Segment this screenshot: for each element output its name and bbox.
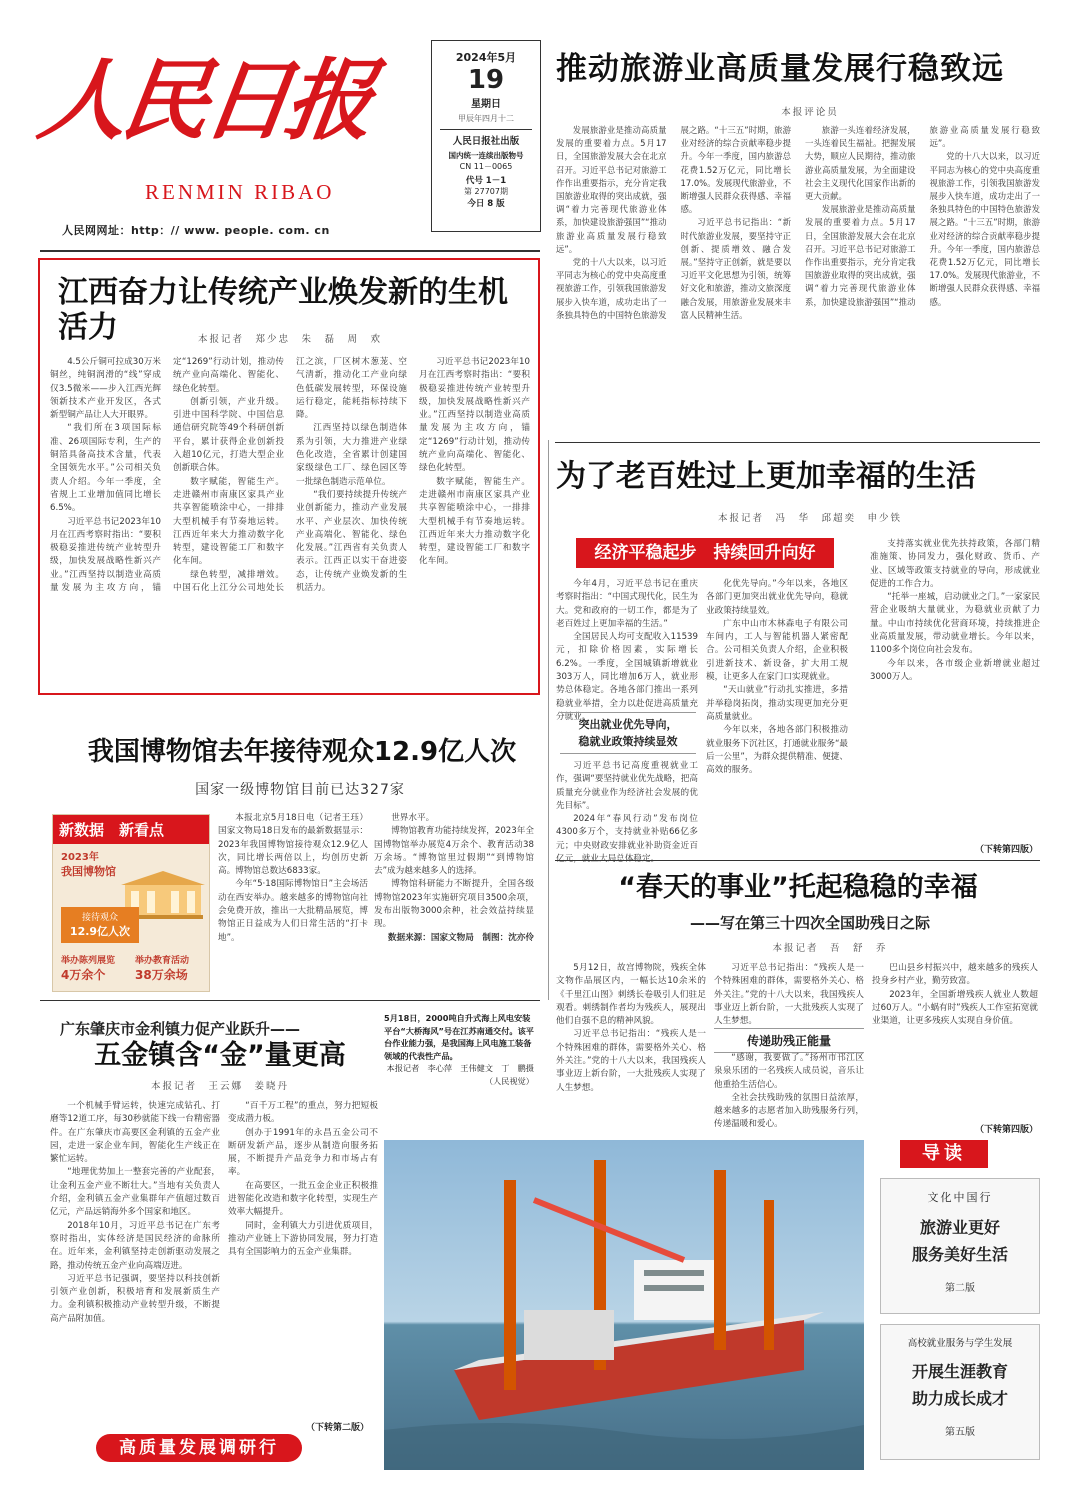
zhaoqing-para: 2018年10月，习近平总书记在广东考察时指出，实体经济是国民经济的命脉所在。近年来，金利镇坚持走创新驱动发展之路，推动传统五金产业向高端迈进。 bbox=[50, 1220, 220, 1271]
guide-section: 文化中国行 bbox=[927, 1191, 993, 1204]
baixing-banner bbox=[576, 538, 834, 568]
zhaoqing-kicker: 广东肇庆市金利镇力促产业跃升—— bbox=[60, 1020, 301, 1038]
baixing-para: 今年以来，各市级企业新增就业超过3000万人。 bbox=[870, 658, 1040, 682]
baixing-byline: 本报记者 冯 华 邱超奕 申少铁 bbox=[717, 513, 902, 524]
guide-item1-line1: 旅游业更好 bbox=[919, 1218, 1000, 1237]
subhead-line: 突出就业优先导向， bbox=[578, 718, 678, 731]
logo-pinyin: RENMIN RIBAO bbox=[145, 180, 335, 204]
guide-page1: 第二版 bbox=[945, 1283, 975, 1294]
guide-item-2[interactable] bbox=[880, 1324, 1040, 1460]
guide-title bbox=[900, 1140, 988, 1168]
visits-badge bbox=[61, 907, 139, 943]
zhaoqing-byline: 本报记者 王云娜 姜晓丹 bbox=[150, 1081, 289, 1092]
guide-item1b: 高校就业服务与学生发展 bbox=[907, 1338, 1013, 1349]
zhaoqing-para: “地理优势加上一整套完善的产业配套，让金利五金产业不断壮大。”当地有关负责人介绍，金利镇五金产业集群年产值超过数百亿元，产品远销海外多个国家和地区。 bbox=[50, 1167, 220, 1218]
tag-text: 高质量发展调研行 bbox=[119, 1438, 279, 1458]
logo-text: 人民日报 bbox=[32, 48, 376, 152]
stat2-value: 38万余场 bbox=[135, 968, 188, 982]
wind-platform-photo bbox=[384, 1140, 864, 1470]
lead-para: 党的十八大以来，以习近平同志为核心的党中央高度重视旅游工作，引领我国旅游发展步入快车道，成功走出了一条独具特色的中国特色旅游发展之路。“十三五”时期，旅游业对经济的综合贡献率稳步提升。今年一季度，国内旅游总花费1.52万亿元，同比增长17.0%。发展现代旅游业，不断增强人民群众获得感、幸福感。 bbox=[556, 125, 791, 320]
guide-item2-line1: 开展生涯教育 bbox=[911, 1362, 1008, 1381]
jiangxi-headline[interactable]: 江西奋力让传统产业焕发新的生机活力 bbox=[58, 275, 508, 345]
zhaoqing-col2 bbox=[228, 1100, 378, 1418]
date-year-month: 2024年5月 bbox=[455, 51, 517, 64]
publisher: 人民日报社出版 bbox=[452, 136, 520, 147]
spring-subhead2: 传递助残正能量 bbox=[714, 1028, 864, 1053]
stat2 bbox=[135, 953, 207, 983]
baixing-col2 bbox=[706, 578, 848, 854]
guide-item1-line2: 服务美好生活 bbox=[911, 1245, 1008, 1264]
jiangxi-para: 江西坚持以绿色制造体系为引领，大力推进产业绿色化改造，全省累计创建国家级绿色工厂、绿色园区等一批绿色制造示范单位。 bbox=[296, 423, 407, 487]
museum-para: 本报北京5月18日电（记者王珏）国家文物局18日发布的最新数据显示：2023年我国博物馆接待观众12.9亿人次，同比增长两倍以上，均创历史新高。博物馆总数达6833家。 bbox=[218, 813, 368, 877]
divider bbox=[555, 442, 1040, 443]
baixing-para: 全国居民人均可支配收入11539元，扣除价格因素，实际增长6.2%。一季度，全国城镇新增就业303万人，同比增加6万人，就业形势总体稳定。各地各部门推出一系列稳就业举措，全力以赴促进高质量充分就业。 bbox=[556, 632, 698, 722]
museum-col1 bbox=[218, 812, 368, 992]
spring-col2a bbox=[714, 962, 864, 1027]
spring-para: 习近平总书记指出：“残疾人是一个特殊困难的群体，需要格外关心、格外关注。”党的十八大以来，我国残疾人事业迈上新台阶，一大批残疾人实现了人生梦想。 bbox=[714, 963, 864, 1027]
jiangxi-para: 习近平总书记2023年10月在江西考察时指出：“要积极稳妥推进传统产业转型升级，加快发展战略性新兴产业。”江西坚持以制造业高质量发展为主攻方向，锚定“1269”行动计划，推动传统产业向高端化、智能化、绿色化转型。 bbox=[419, 357, 530, 474]
baixing-para: “托举一座城，启动就业之门。”一家家民营企业吸纳大量就业，为稳就业贡献了力量。中山市持续优化营商环境，持续推进企业高质量发展，带动就业增长。今年以来，1100多个岗位向社会发布。 bbox=[870, 592, 1040, 656]
date-weekday: 星期日 bbox=[471, 99, 501, 110]
lead-body bbox=[556, 124, 1040, 432]
baixing-para: 化优先导向。”今年以来，各地区各部门更加突出就业优先导向，稳就业政策持续显效。 bbox=[706, 579, 848, 616]
baixing-para: 2024年“春风行动”发布岗位4300多万个，支持就业补贴66亿多元；中央财政安排就业补助资金近百 bbox=[556, 814, 698, 851]
infographic-title: 新数据 新看点 bbox=[53, 815, 209, 844]
infographic-subtitle: 我国博物馆 bbox=[61, 865, 116, 878]
zhaoqing-para: “百千万工程”的重点，努力把短板变成潜力板。 bbox=[228, 1101, 378, 1125]
spring-para: 习近平总书记指出：“残疾人是一个特殊困难的群体，需要格外关心、格外关注。”党的十八大以来，我国残疾人事业迈上新台阶，一大批残疾人实现了人生梦想。 bbox=[556, 1029, 706, 1093]
visits-value: 12.9亿人次 bbox=[69, 925, 131, 938]
zhaoqing-continued[interactable]: （下转第二版） bbox=[306, 1423, 370, 1433]
spring-para: 2023年，全国新增残疾人就业人数超过60万人。“小蜗有时”残疾人工作室拓宽就业渠道，让更多残疾人实现自身价值。 bbox=[872, 989, 1038, 1027]
baixing-para: 今年4月，习近平总书记在重庆考察时指出：“中国式现代化，民生为大。党和政府的一切工作，都是为了老百姓过上更加幸福的生活。” bbox=[556, 579, 698, 629]
spring-continued[interactable]: （下转第四版） bbox=[975, 1125, 1039, 1135]
museum-para: 今年“5·18国际博物馆日”主会场活动在西安举办。越来越多的博物馆向社会免费开放，推出一大批精品展览，博物馆正日益成为人们日常生活的“打卡地”。 bbox=[218, 879, 368, 943]
spring-para: “感谢，我要做了。”扬州市邗江区泉泉乐团的一名残疾人成员说，音乐让他重拾生活信心。 bbox=[714, 1053, 864, 1090]
guide-box bbox=[880, 1140, 1040, 1470]
page-count: 今日 8 版 bbox=[467, 199, 505, 209]
museum-headline[interactable]: 我国博物馆去年接待观众12.9亿人次 bbox=[87, 737, 517, 767]
spring-para: 全社会扶残助残的氛围日益浓厚，越来越多的志愿者加入助残服务行列，传递温暖和爱心。 bbox=[714, 1092, 864, 1130]
jiangxi-body bbox=[50, 356, 530, 686]
baixing-para: “天山就业”行动扎实推进，多措并举稳岗拓岗，推动实现更加充分更高质量就业。 bbox=[706, 685, 848, 722]
spring-col3 bbox=[872, 962, 1038, 1122]
zhaoqing-col1 bbox=[50, 1100, 220, 1430]
jiangxi-para: “我们所在3项国际标准、26项国际专利，生产的铜箔具备高技术含量，代表全国领先水平。”公司相关负责人介绍。今年一季度，全省规上工业增加值同比增长6.5%。 bbox=[50, 423, 161, 514]
spring-byline: 本报记者 吾 舒 乔 bbox=[772, 943, 888, 954]
guide-title-text: 导读 bbox=[922, 1143, 966, 1164]
lead-para: 党的十八大以来，以习近平同志为核心的党中央高度重视旅游工作，引领我国旅游发展步入快车道，成功走出了一条独具特色的中国特色旅游发展之路。“十三五”时期，旅游业对经济的综合贡献率稳步提升。今年一季度，国内旅游总花费1.52万亿元，同比增长17.0%。发展现代旅游业，不断增强人民群众获得感、幸福感。 bbox=[929, 151, 1040, 307]
lead-para: 旅游一头连着经济发展，一头连着民生福祉。把握发展大势，顺应人民期待，推动旅游业高质量发展，为全面建设社会主义现代化国家作出新的更大贡献。 bbox=[805, 125, 916, 202]
serial-label: 国内统一连续出版物号 bbox=[448, 151, 524, 160]
zhaoqing-para: 同时，金利镇大力引进优质项目，推动产业链上下游协同发展，努力打造具有全国影响力的五金产业集群。 bbox=[228, 1220, 378, 1258]
lead-para: 发展旅游业是推动高质量发展的重要着力点。5月17日，全国旅游发展大会在北京召开。习近平总书记对旅游工作作出重要指示，充分肯定我国旅游业取得的突出成就，强调“着力完善现代旅游业体系，加快建设旅游强国”“推动旅游业高质量发展行稳致远”。 bbox=[805, 125, 1040, 307]
baixing-col3 bbox=[870, 538, 1040, 838]
zhaoqing-para: 一个机械手臂运转，快速完成钻孔、打磨等12道工序，每30秒就能下线一台精密器件。在广东肇庆市高要区金利镇的五金产业园，走进一家企业车间，智能化生产线正在繁忙运转。 bbox=[50, 1101, 220, 1165]
museum-subhead: 国家一级博物馆目前已达327家 bbox=[195, 782, 405, 798]
stat1-value: 4万余个 bbox=[61, 968, 106, 982]
zhaoqing-para: 在高要区，一批五金企业正积极推进智能化改造和数字化转型，实现生产效率大幅提升。 bbox=[228, 1180, 378, 1218]
spring-subhead: ——写在第三十四次全国助残日之际 bbox=[689, 914, 930, 932]
baixing-para: 支持落实就业优先扶持政策，各部门精准施策、协同发力，强化财政、货币、产业、区域等政策支持就业的导向，形成就业促进的工作合力。 bbox=[870, 539, 1040, 589]
spring-para: 巴山县乡村振兴中，越来越多的残疾人投身乡村产业，勤劳致富。 bbox=[872, 963, 1038, 987]
jiangxi-para: 绿色转型，减排增效。中国石化上江分公司地处长江之滨，厂区树木葱茏、空气清新，推动化工产业向绿色低碳发展转型，环保设施运行稳定，能耗指标持续下降。 bbox=[173, 357, 407, 594]
baixing-para: 习近平总书记高度重视就业工作，强调“要坚持就业优先战略，把高质量充分就业作为经济社会发展的优先目标”。 bbox=[556, 761, 698, 811]
zhaoqing-para: 创办于1991年的永昌五金公司不断研发新产品，逐步从制造向服务拓展，不断提升产品竞争力和市场占有率。 bbox=[228, 1127, 378, 1178]
lead-headline[interactable]: 推动旅游业高质量发展行稳致远 bbox=[556, 51, 1004, 87]
stat2-label: 举办教育活动 bbox=[135, 956, 190, 966]
stat1-label: 举办陈列展览 bbox=[61, 956, 116, 966]
jiangxi-para: 习近平总书记2023年10月在江西考察时指出：“要积极稳妥推进传统产业转型升级，加快发展战略性新兴产业。”江西坚持以制造业高质量发展为主攻方向，锚定“1269”行动计划，推动传统产业向高端化、智能化、绿色化转型。 bbox=[50, 357, 284, 594]
baixing-col1b bbox=[556, 760, 698, 856]
jiangxi-para: “我们要持续提升传统产业创新能力，推动产业发展水平、产业层次、加快传统产业高端化、智能化、绿色化发展。”江西省有关负责人表示。江西正以实干奋进姿态，让传统产业焕发新的生机活力。 bbox=[296, 489, 407, 594]
photo-caption bbox=[384, 1012, 534, 1092]
jiangxi-para: 数字赋能，智能生产。走进赣州市南康区家具产业共享智能喷涂中心，一排排大型机械手有节奏地运转。江西近年来大力推动数字化转型，建设智能工厂和数字化车间。 bbox=[419, 476, 530, 567]
masthead-logo bbox=[32, 30, 410, 204]
lead-para: 习近平总书记指出：“新时代旅游业发展，要坚持守正创新、提质增效、融合发展。”坚持守正创新，就是要以习近平文化思想为引领，统筹好文化和旅游，推动文旅深度融合发展，用旅游业发展来丰富人民精神生活。 bbox=[680, 217, 791, 320]
baixing-para: 广东中山市木林森电子有限公司车间内，工人与智能机器人紧密配合。公司相关负责人介绍，企业积极引进新技术、新设备，扩大用工规模，让更多人在家门口实现就业。 bbox=[706, 618, 848, 683]
divider bbox=[40, 1000, 540, 1001]
museum-para: 博物馆科研能力不断提升，全国各级博物馆2023年实施研究项目3500余项，发布出版物3000余种，社会效益持续显现。 bbox=[374, 879, 534, 930]
date-lunar: 甲辰年四月十二 bbox=[458, 114, 514, 123]
museum-source: 数据来源：国家文物局 制图：沈亦伶 bbox=[387, 932, 534, 943]
jiangxi-para: 数字赋能，智能生产。走进赣州市南康区家具产业共享智能喷涂中心，一排排大型机械手有节奏地运转。江西近年来大力推动数字化转型，建设智能工厂和数字化车间。 bbox=[173, 476, 284, 567]
divider bbox=[40, 250, 540, 252]
spring-para: 5月12日，故宫博物院，残疾全体文物作品展区内，一幅长达10余米的《千里江山图》刺绣长卷吸引人们驻足观看。刺绣制作者均为残疾人，展现出他们自强不息的精神风貌。 bbox=[556, 963, 706, 1027]
jiangxi-byline: 本报记者 郑少忠 朱 磊 周 欢 bbox=[197, 334, 382, 345]
column-divider bbox=[548, 440, 549, 1000]
caption-credit: 本报记者 李心萍 王伟健文 丁 鹏摄（人民视觉） bbox=[386, 1063, 534, 1086]
zhaoqing-headline[interactable]: 五金镇含“金”量更高 bbox=[94, 1040, 346, 1071]
issue-number: 第 27707期 bbox=[464, 187, 508, 196]
stat1 bbox=[61, 953, 129, 983]
spring-col2b bbox=[714, 1052, 864, 1130]
website-line[interactable]: 人民网网址：http：// www. people. com. cn bbox=[62, 224, 330, 237]
museum-col2 bbox=[374, 812, 534, 992]
baixing-headline[interactable]: 为了老百姓过上更加幸福的生活 bbox=[556, 459, 976, 494]
date-day: 19 bbox=[467, 65, 505, 95]
platform-ship-icon bbox=[384, 1140, 864, 1470]
spring-col1 bbox=[556, 962, 706, 1130]
jiangxi-para: 创新引领，产业升级。引进中国科学院、中国信息通信研究院等49个科研创新平台，累计获得企业创新投入超10亿元，打造大型企业创新联合体。 bbox=[173, 396, 284, 474]
cn-number: CN 11－0065 bbox=[459, 162, 513, 171]
baixing-col1 bbox=[556, 578, 698, 722]
jiangxi-para: 4.5公斤铜可拉成30万米铜丝，纯铜润滑的“线”穿成仅3.5微米——步入江西光辉领新技术产业开发区，各式新型铜产品让人大开眼界。 bbox=[50, 357, 161, 421]
baixing-continued[interactable]: （下转第四版） bbox=[975, 845, 1039, 855]
infographic-year: 2023年 bbox=[61, 852, 99, 863]
museum-para: 博物馆教育功能持续发挥，2023年全国博物馆举办展览4万余个、教育活动38万余场。“博物馆里过假期”“到博物馆去”成为越来越多人的选择。 bbox=[374, 826, 534, 877]
visits-label: 接待观众 bbox=[81, 913, 118, 923]
banner-text: 经济平稳起步 持续回升向好 bbox=[594, 543, 816, 563]
zhaoqing-para: 习近平总书记强调，要坚持以科技创新引领产业创新，积极培育和发展新质生产力。金利镇积极推动产业转型升级，不断提高产品附加值。 bbox=[50, 1273, 220, 1324]
guide-page2: 第五版 bbox=[945, 1427, 975, 1438]
lead-byline: 本报评论员 bbox=[781, 107, 839, 118]
lead-para: 发展旅游业是推动高质量发展的重要着力点。5月17日，全国旅游发展大会在北京召开。习近平总书记对旅游工作作出重要指示，充分肯定我国旅游业取得的突出成就，强调“着力完善现代旅游业体系，加快建设旅游强国”“推动旅游业高质量发展行稳致远”。 bbox=[556, 125, 667, 254]
code-number: 代号 1－1 bbox=[465, 176, 507, 186]
guide-item-1[interactable] bbox=[880, 1178, 1040, 1314]
baixing-para: 今年以来，各地各部门积极推动就业服务下沉社区，打通就业服务“最后一公里”，为群众提供精准、便捷、高效的服务。 bbox=[706, 725, 848, 776]
date-box bbox=[431, 40, 541, 232]
spring-headline[interactable]: “春天的事业”托起稳稳的幸福 bbox=[618, 872, 978, 903]
subhead-line: 稳就业政策持续显效 bbox=[578, 735, 678, 748]
baixing-subhead bbox=[560, 712, 696, 754]
divider bbox=[555, 860, 1040, 861]
museum-infographic bbox=[52, 814, 210, 992]
zhaoqing-tag bbox=[96, 1434, 302, 1462]
museum-para: 世界水平。 bbox=[391, 813, 435, 823]
guide-item2-line2: 助力成长成才 bbox=[911, 1389, 1008, 1408]
caption-text: 5月18日，2000吨自升式海上风电安装平台“大桥海风”号在江苏南通交付。该平台作业能力强，是我国海上风电施工装备领域的代表性产品。 bbox=[384, 1013, 534, 1061]
